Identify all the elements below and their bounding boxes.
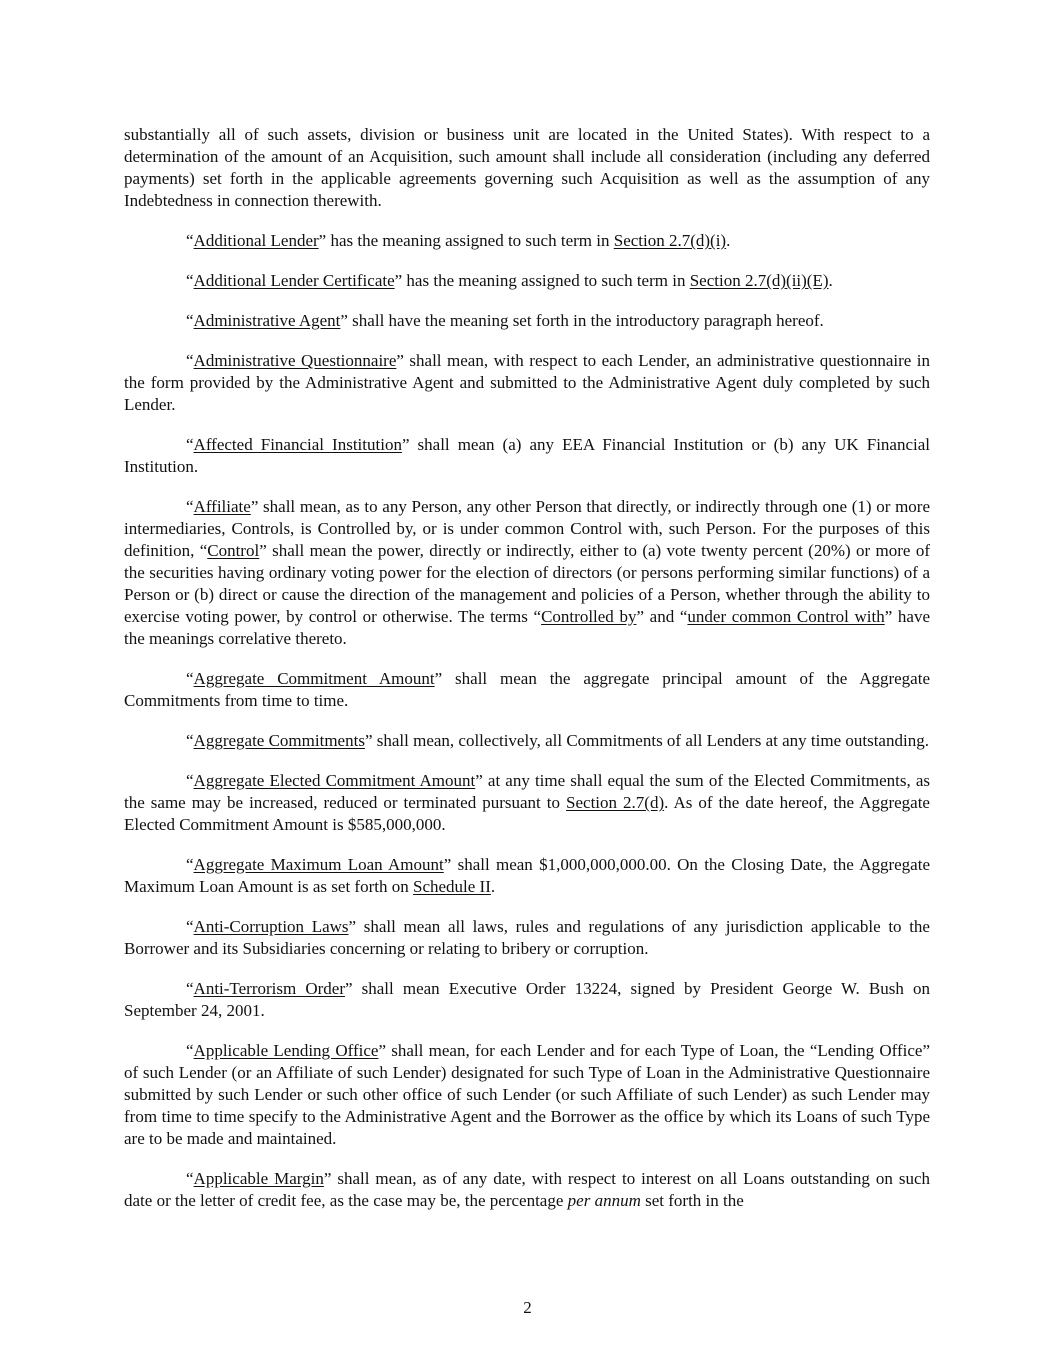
text-run: ” shall mean, as of any date, with respect to interest on all Loans outstanding on such date or the letter of credit fee, as the case may be, the percentage (124, 1169, 931, 1210)
definition-anti-corruption-laws (124, 916, 930, 960)
text-run: “ (186, 271, 194, 290)
definition-aggregate-maximum-loan-amount (124, 854, 930, 898)
text-run: “ (186, 311, 194, 330)
text-run: “ (186, 731, 194, 750)
defined-term: Administrative Questionnaire (193, 351, 397, 370)
definition-applicable-margin (124, 1168, 930, 1212)
defined-term: Applicable Lending Office (193, 1041, 379, 1060)
page-number: 2 (523, 1298, 532, 1317)
definition-affiliate (124, 496, 930, 650)
definition-affected-financial-institution (124, 434, 930, 478)
text-run: “ (186, 917, 194, 936)
defined-term: Affiliate (193, 497, 251, 516)
text-run: “ (186, 1169, 194, 1188)
text-run: ” has the meaning assigned to such term in (394, 271, 690, 290)
document-page (124, 124, 930, 1230)
text-run: ” shall mean the aggregate principal amount of the Aggregate Commitments from time to time. (124, 669, 930, 710)
definition-administrative-questionnaire (124, 350, 930, 416)
text-run: . (490, 877, 496, 896)
text-run: “ (186, 855, 194, 874)
definition-aggregate-commitments (124, 730, 930, 752)
text-run: ” have the meanings correlative thereto. (124, 607, 931, 648)
defined-term: Additional Lender (193, 231, 319, 250)
definition-additional-lender-certificate (124, 270, 930, 292)
text-run: “ (186, 231, 194, 250)
text-run: ” shall mean, as to any Person, any other Person that directly, or indirectly through one (1) or more intermediaries, Controls, is Controlled by, or is under common Control with, such Person. For the purposes of this definition, “ (124, 497, 930, 560)
defined-term: Administrative Agent (193, 311, 341, 330)
text-run: . (828, 271, 833, 290)
text-run: “ (186, 351, 194, 370)
text-run: ” shall mean all laws, rules and regulations of any jurisdiction applicable to the Borrower and its Subsidiaries concerning or relating to bribery or corruption. (124, 917, 930, 958)
definition-aggregate-elected-commitment-amount (124, 770, 930, 836)
defined-term: Aggregate Commitments (193, 731, 365, 750)
text-run: ” at any time shall equal the sum of the Elected Commitments, as the same may be increased, reduced or terminated pursuant to (124, 771, 931, 812)
defined-term: Anti-Corruption Laws (193, 917, 349, 936)
defined-term: Control (207, 541, 260, 560)
definition-aggregate-commitment-amount (124, 668, 930, 712)
text-run: substantially all of such assets, division or business unit are located in the United States). With respect to a determination of the amount of an Acquisition, such amount shall include all consideration (including any deferred payments) set forth in the applicable agreements governing such Acquisition as well as the assumption of any Indebtedness in connection therewith. (124, 125, 930, 210)
text-run: ” shall mean, for each Lender and for each Type of Loan, the “Lending Office” of such Lender (or an Affiliate of such Lender) designated for such Type of Loan in the Administrative Questionnaire submitted by such Lender or such other office of such Lender (or such Affiliate of such Lender) as such Lender may from time to time specify to the Administrative Agent and the Borrower as the office by which its Loans of such Type are to be made and maintained. (124, 1041, 930, 1148)
italic-term: per annum (567, 1191, 641, 1210)
defined-term: Additional Lender Certificate (193, 271, 395, 290)
text-run: “ (186, 669, 194, 688)
paragraph-continuation (124, 124, 930, 212)
defined-term: under common Control with (687, 607, 885, 626)
schedule-reference: Schedule II (412, 877, 491, 896)
text-run: set forth in the (640, 1191, 744, 1210)
definition-administrative-agent (124, 310, 930, 332)
defined-term: Anti-Terrorism Order (193, 979, 345, 998)
text-run: ” shall mean the power, directly or indirectly, either to (a) vote twenty percent (20%) or more of the securities having ordinary voting power for the election of directors (or persons performing similar functions) of a Person or (b) direct or cause the direction of the management and policies of a Person, whether through the ability to exercise voting power, by control or otherwise. The terms “ (124, 541, 930, 626)
definition-additional-lender (124, 230, 930, 252)
text-run: ” shall have the meaning set forth in the introductory paragraph hereof. (340, 311, 824, 330)
definition-applicable-lending-office (124, 1040, 930, 1150)
text-run: ” shall mean, with respect to each Lender, an administrative questionnaire in the form provided by the Administrative Agent and submitted to the Administrative Agent duly completed by such Lender. (124, 351, 931, 414)
defined-term: Aggregate Maximum Loan Amount (193, 855, 444, 874)
section-reference: Section 2.7(d)(i) (613, 231, 727, 250)
text-run: ” shall mean (a) any EEA Financial Institution or (b) any UK Financial Institution. (124, 435, 930, 476)
defined-term: Controlled by (541, 607, 637, 626)
section-reference: Section 2.7(d)(ii)(E) (689, 271, 829, 290)
text-run: ” and “ (636, 607, 688, 626)
text-run: ” shall mean Executive Order 13224, signed by President George W. Bush on September 24, 2001. (124, 979, 930, 1020)
defined-term: Affected Financial Institution (193, 435, 402, 454)
text-run: ” shall mean, collectively, all Commitments of all Lenders at any time outstanding. (364, 731, 929, 750)
text-run: “ (186, 771, 194, 790)
text-run: “ (186, 497, 194, 516)
defined-term: Aggregate Elected Commitment Amount (193, 771, 476, 790)
section-reference: Section 2.7(d) (566, 793, 665, 812)
text-run: “ (186, 1041, 194, 1060)
text-run: “ (186, 435, 194, 454)
defined-term: Aggregate Commitment Amount (193, 669, 435, 688)
definition-anti-terrorism-order (124, 978, 930, 1022)
defined-term: Applicable Margin (193, 1169, 324, 1188)
text-run: . As of the date hereof, the Aggregate Elected Commitment Amount is $585,000,000. (124, 793, 930, 834)
text-run: ” has the meaning assigned to such term in (318, 231, 614, 250)
text-run: “ (186, 979, 194, 998)
text-run: . (726, 231, 731, 250)
text-run: ” shall mean $1,000,000,000.00. On the Closing Date, the Aggregate Maximum Loan Amount is as set forth on (124, 855, 930, 896)
